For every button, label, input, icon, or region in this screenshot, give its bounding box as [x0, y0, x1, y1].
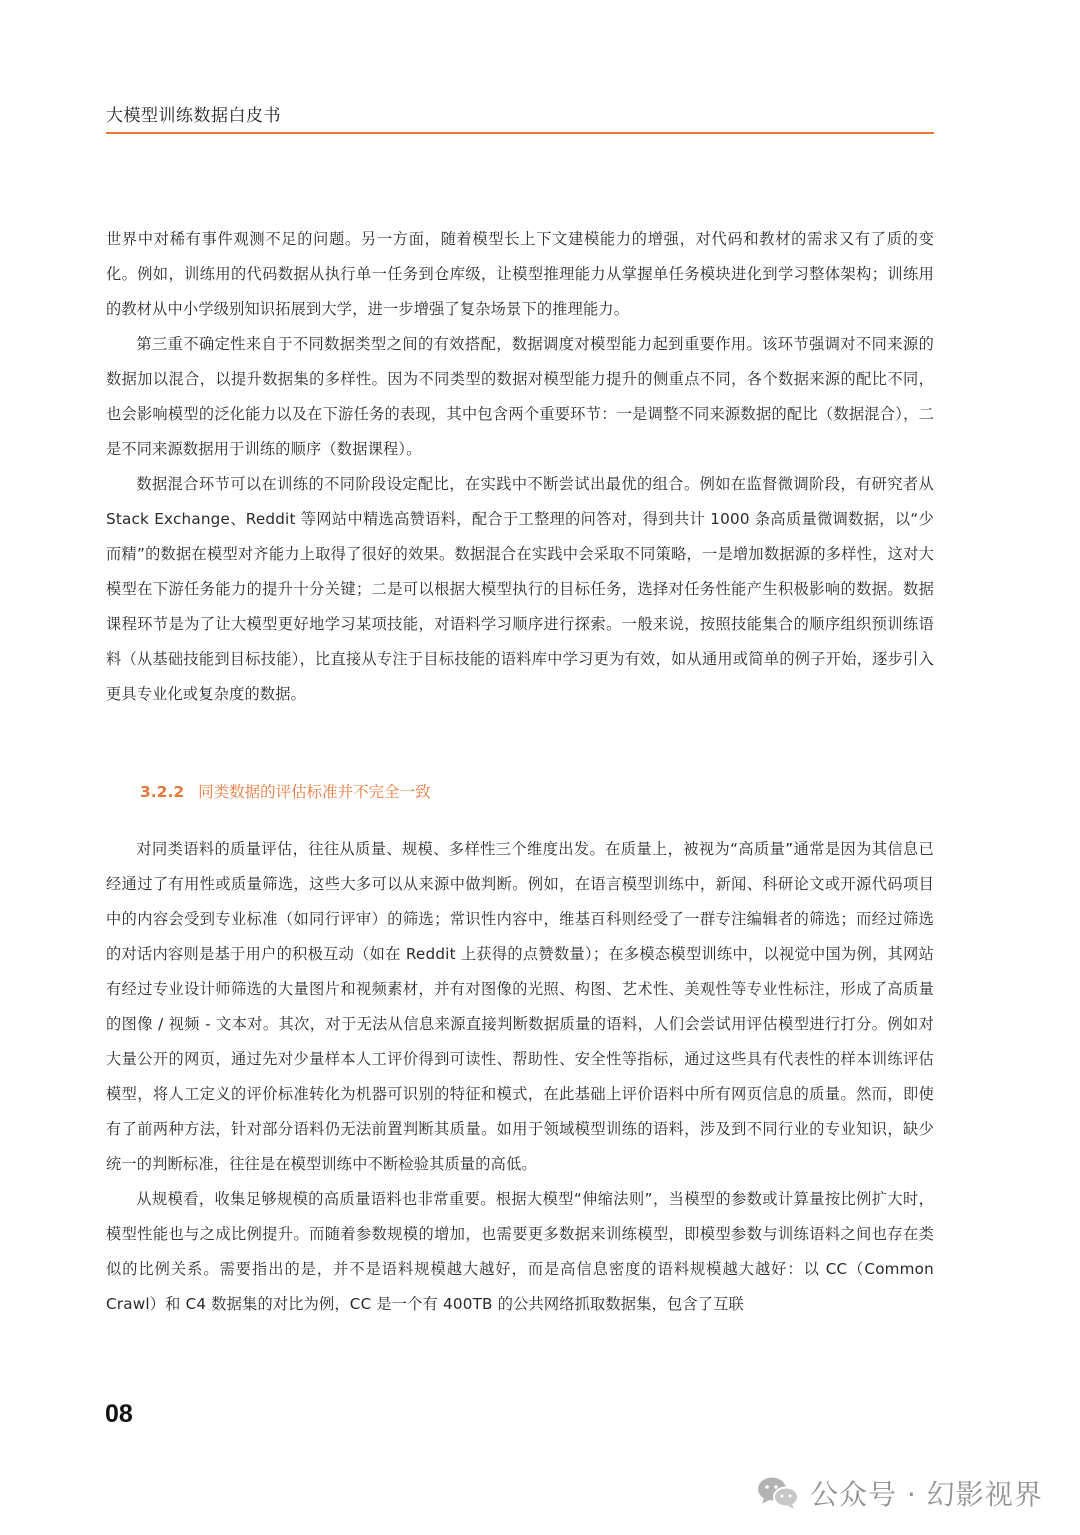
paragraph-data-mixing: 数据混合环节可以在训练的不同阶段设定配比，在实践中不断尝试出最优的组合。例如在监督微调阶段，有研究者从 Stack Exchange、Reddit 等网站中精选高赞语料，配合于工整理的问答对，得到共计 1000 条高质量微调数据，以“少而精”的数据在模型对齐能力上取得了很好的效果。数据混合在实践中会采取不同策略，一是增加数据源的多样性，这对大模型在下游任务能力的提升十分关键；二是可以根据大模型执行的目标任务，选择对任务性能产生积极影响的数据。数据课程环节是为了让大模型更好地学习某项技能，对语料学习顺序进行探索。一般来说，按照技能集合的顺序组织预训练语料（从基础技能到目标技能），比直接从专注于目标技能的语料库中学习更为有效，如从通用或简单的例子开始，逐步引入更具专业化或复杂度的数据。 [106, 475, 934, 703]
header-divider [106, 132, 934, 134]
section-heading [140, 775, 934, 810]
paragraph-data-scheduling: 第三重不确定性来自于不同数据类型之间的有效搭配，数据调度对模型能力起到重要作用。该环节强调对不同来源的数据加以混合，以提升数据集的多样性。因为不同类型的数据对模型能力提升的侧重点不同，各个数据来源的配比不同，也会影响模型的泛化能力以及在下游任务的表现，其中包含两个重要环节：一是调整不同来源数据的配比（数据混合），二是不同来源数据用于训练的顺序（数据课程）。 [106, 335, 934, 458]
section-number: 3.2.2 [140, 783, 185, 801]
watermark [756, 1473, 1043, 1513]
wechat-icon [756, 1475, 800, 1511]
section-title: 同类数据的评估标准并不完全一致 [198, 783, 431, 801]
paragraph-continuation: 世界中对稀有事件观测不足的问题。另一方面，随着模型长上下文建模能力的增强，对代码和教材的需求又有了质的变化。例如，训练用的代码数据从执行单一任务到仓库级，让模型推理能力从掌握单任务模块进化到学习整体架构；训练用的教材从中小学级别知识拓展到大学，进一步增强了复杂场景下的推理能力。 [106, 230, 934, 318]
page-number: 08 [105, 1400, 133, 1428]
paragraph-scale: 从规模看，收集足够规模的高质量语料也非常重要。根据大模型“伸缩法则”，当模型的参数或计算量按比例扩大时，模型性能也与之成比例提升。而随着参数规模的增加，也需要更多数据来训练模型，即模型参数与训练语料之间也存在类似的比例关系。需要指出的是，并不是语料规模越大越好，而是高信息密度的语料规模越大越好：以 CC（Common Crawl）和 C4 数据集的对比为例，CC 是一个有 400TB 的公共网络抓取数据集，包含了互联 [106, 1190, 934, 1313]
page-body [106, 222, 934, 1322]
document-header-title: 大模型训练数据白皮书 [106, 106, 281, 126]
watermark-text: 公众号 · 幻影视界 [810, 1478, 1043, 1511]
paragraph-quality-evaluation: 对同类语料的质量评估，往往从质量、规模、多样性三个维度出发。在质量上，被视为“高质量”通常是因为其信息已经通过了有用性或质量筛选，这些大多可以从来源中做判断。例如，在语言模型训练中，新闻、科研论文或开源代码项目中的内容会受到专业标准（如同行评审）的筛选；常识性内容中，维基百科则经受了一群专注编辑者的筛选；而经过筛选的对话内容则是基于用户的积极互动（如在 Reddit 上获得的点赞数量）；在多模态模型训练中，以视觉中国为例，其网站有经过专业设计师筛选的大量图片和视频素材，并有对图像的光照、构图、艺术性、美观性等专业性标注，形成了高质量的图像 / 视频 - 文本对。其次，对于无法从信息来源直接判断数据质量的语料，人们会尝试用评估模型进行打分。例如对大量公开的网页，通过先对少量样本人工评价得到可读性、帮助性、安全性等指标，通过这些具有代表性的样本训练评估模型，将人工定义的评价标准转化为机器可识别的特征和模式，在此基础上评价语料中所有网页信息的质量。然而，即使有了前两种方法，针对部分语料仍无法前置判断其质量。如用于领域模型训练的语料，涉及到不同行业的专业知识，缺少统一的判断标准，往往是在模型训练中不断检验其质量的高低。 [106, 840, 934, 1173]
